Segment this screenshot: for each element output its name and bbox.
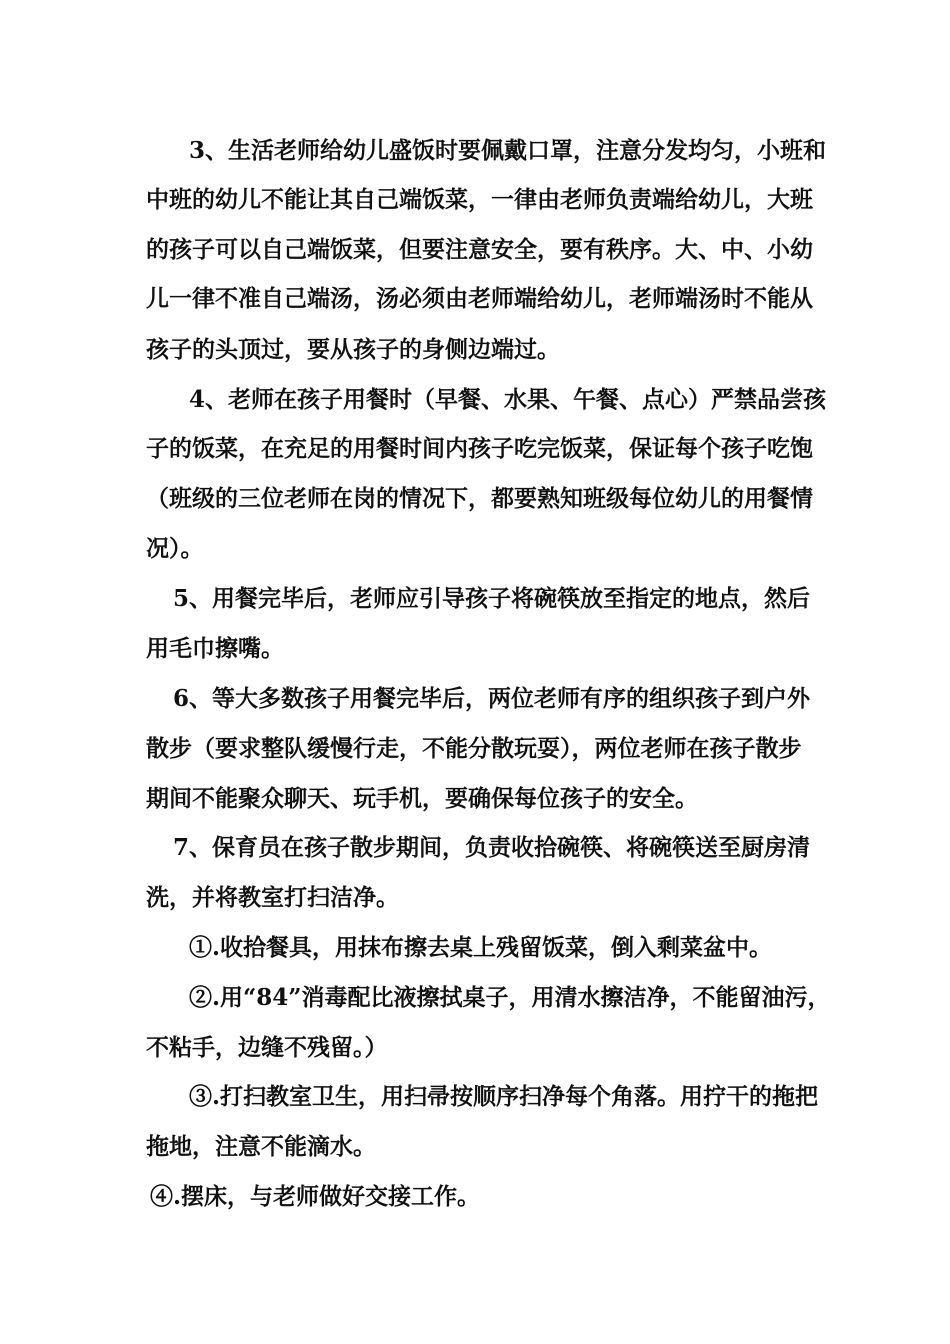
text-line: 洗，并将教室打扫洁净。 — [146, 884, 399, 911]
text-line: 儿一律不准自己端汤，汤必须由老师端给幼儿，老师端汤时不能从 — [146, 285, 813, 312]
text-line: 7、保育员在孩子散步期间，负责收拾碗筷、将碗筷送至厨房清 — [173, 834, 811, 861]
text-line: 用毛巾擦嘴。 — [146, 635, 284, 662]
text-line: 子的饭菜，在充足的用餐时间内孩子吃完饭菜，保证每个孩子吃饱 — [146, 435, 813, 462]
text-line: 拖地，注意不能滴水。 — [146, 1133, 376, 1160]
text-line: ①.收拾餐具，用抹布擦去桌上残留饭菜，倒入剩菜盆中。 — [189, 934, 773, 961]
text-line: 况）。 — [146, 535, 204, 562]
text-line: 5、用餐完毕后，老师应引导孩子将碗筷放至指定的地点，然后 — [173, 585, 811, 612]
text-line: 期间不能聚众聊天、玩手机，要确保每位孩子的安全。 — [146, 785, 698, 812]
text-line: 不粘手，边缝不残留。） — [146, 1034, 388, 1061]
text-line: 4、老师在孩子用餐时（早餐、水果、午餐、点心）严禁品尝孩 — [189, 386, 827, 413]
text-line: 3、生活老师给幼儿盛饭时要佩戴口罩，注意分发均匀，小班和 — [189, 137, 827, 164]
text-line: ②.用“84”消毒配比液擦拭桌子，用清水擦洁净，不能留油污， — [189, 984, 831, 1011]
text-line: 孩子的头顶过，要从孩子的身侧边端过。 — [146, 336, 560, 363]
text-line: （班级的三位老师在岗的情况下，都要熟知班级每位幼儿的用餐情 — [146, 485, 813, 512]
text-line: ④.摆床，与老师做好交接工作。 — [150, 1183, 481, 1210]
text-line: 散步（要求整队缓慢行走，不能分散玩耍），两位老师在孩子散步 — [146, 735, 802, 762]
text-line: 的孩子可以自己端饭菜，但要注意安全，要有秩序。大、中、小幼 — [146, 236, 813, 263]
text-line: 6、等大多数孩子用餐完毕后，两位老师有序的组织孩子到户外 — [173, 685, 811, 712]
text-line: ③.打扫教室卫生，用扫帚按顺序扫净每个角落。用拧干的拖把 — [189, 1083, 819, 1110]
text-line: 中班的幼儿不能让其自己端饭菜，一律由老师负责端给幼儿，大班 — [146, 186, 813, 213]
